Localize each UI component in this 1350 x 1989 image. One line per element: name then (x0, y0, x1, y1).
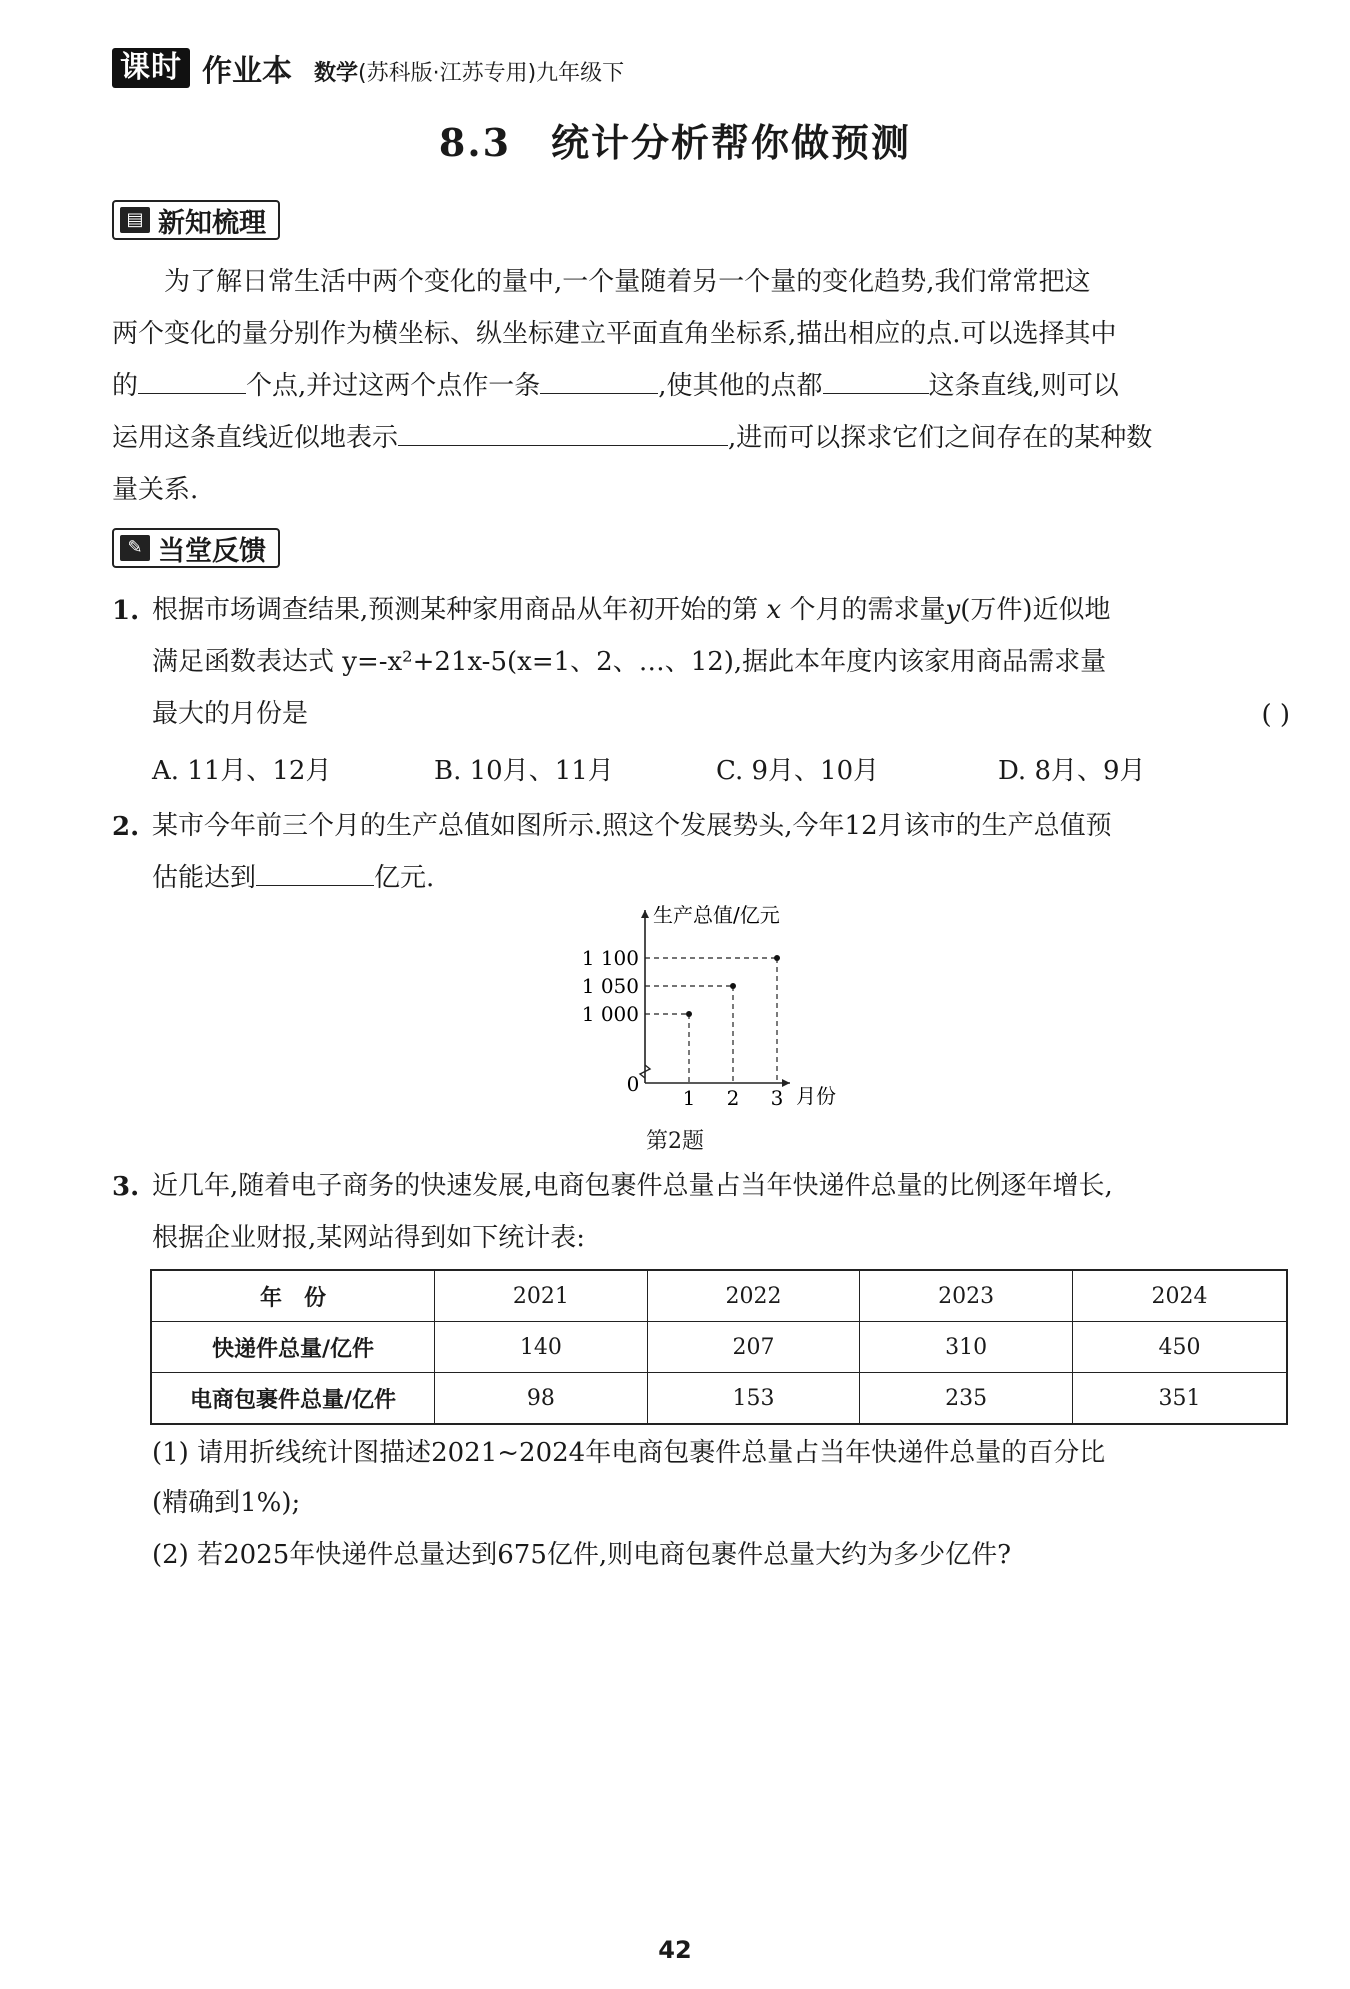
table-header-year: 年 份 (151, 1270, 435, 1322)
question-3-line-1: 近几年,随着电子商务的快速发展,电商包裹件总量占当年快递件总量的比例逐年增长, (152, 1171, 1113, 1201)
variable-x: x (766, 595, 782, 625)
table-cell: 207 (647, 1322, 860, 1373)
text-fragment: 这条直线,则可以 (928, 371, 1119, 401)
table-cell: 140 (435, 1322, 648, 1373)
table-row (151, 1322, 1287, 1373)
fill-blank-5[interactable] (256, 855, 374, 886)
answer-parentheses[interactable]: ( ) (1261, 700, 1290, 730)
table-year: 2024 (1073, 1270, 1287, 1322)
knowledge-line-4 (112, 412, 1287, 464)
table-cell: 310 (860, 1322, 1073, 1373)
y-axis-label: 生产总值/亿元 (653, 903, 780, 927)
question-3-number: 3. (112, 1172, 140, 1202)
page-header (112, 48, 624, 88)
section-number: 8.3 (438, 120, 512, 165)
text-fragment: 运用这条直线近似地表示 (112, 423, 399, 453)
question-1-options (152, 750, 1282, 787)
sub-question-1-line-2: (精确到1%); (152, 1488, 301, 1518)
subject-bold: 数学 (314, 60, 359, 86)
y-tick-label: 1 000 (581, 1002, 639, 1026)
sub-question-1-line-1: (1) 请用折线统计图描述2021~2024年电商包裹件总量占当年快递件总量的百分比 (152, 1438, 1106, 1468)
fill-blank-2[interactable] (540, 363, 658, 394)
brand-name: 作业本 (202, 54, 292, 89)
gdp-chart (570, 898, 870, 1120)
x-axis-label: 月份 (796, 1084, 836, 1108)
subject-edition: (苏科版·江苏专用)九年级下 (358, 60, 625, 86)
text-fragment: ,使其他的点都 (658, 371, 823, 401)
y-tick-label: 1 100 (581, 946, 639, 970)
text-fragment: 个点,并过这两个点作一条 (246, 371, 541, 401)
knowledge-line-3 (112, 360, 1287, 412)
data-point (774, 955, 780, 961)
subject-line (314, 56, 624, 87)
knowledge-line-5: 量关系. (112, 475, 199, 505)
knowledge-line-2: 两个变化的量分别作为横坐标、纵坐标建立平面直角坐标系,描出相应的点.可以选择其中 (112, 319, 1117, 349)
table-year: 2021 (435, 1270, 648, 1322)
x-tick-label: 1 (682, 1086, 696, 1110)
question-2-line-2 (152, 852, 1287, 904)
fill-blank-1[interactable] (138, 363, 246, 394)
question-2-line-1: 某市今年前三个月的生产总值如图所示.照这个发展势头,今年12月该市的生产总值预 (152, 811, 1112, 841)
table-row (151, 1373, 1287, 1425)
origin-label: 0 (626, 1072, 640, 1096)
section-tag-label: 新知梳理 (158, 207, 266, 239)
y-tick-label: 1 050 (581, 974, 639, 998)
table-cell: 450 (1073, 1322, 1287, 1373)
text-fragment: 亿元. (374, 863, 435, 893)
option-c[interactable]: C. 9月、10月 (716, 756, 880, 786)
table-header-row (151, 1270, 1287, 1322)
row-label: 电商包裹件总量/亿件 (151, 1373, 435, 1425)
table-cell: 235 (860, 1373, 1073, 1425)
option-d[interactable]: D. 8月、9月 (998, 756, 1146, 786)
text-fragment: 根据市场调查结果,预测某种家用商品从年初开始的第 (152, 595, 759, 625)
question-1-number: 1. (112, 596, 140, 626)
text-fragment: (万件)近似地 (960, 595, 1111, 625)
table-cell: 351 (1073, 1373, 1287, 1425)
question-3-line-2: 根据企业财报,某网站得到如下统计表: (152, 1223, 586, 1253)
text-fragment: 估能达到 (152, 863, 257, 893)
x-tick-label: 2 (726, 1086, 740, 1110)
book-icon: ▤ (120, 207, 150, 233)
question-2-number: 2. (112, 812, 140, 842)
variable-y: y (945, 595, 961, 625)
y-axis-arrow (641, 910, 649, 918)
pencil-icon: ✎ (120, 535, 150, 561)
text-fragment: 个月的需求量 (789, 595, 946, 625)
sub-question-2: (2) 若2025年快递件总量达到675亿件,则电商包裹件总量大约为多少亿件? (152, 1540, 1012, 1570)
section-tag-label: 当堂反馈 (158, 535, 266, 567)
table-cell: 153 (647, 1373, 860, 1425)
chart-layer (582, 903, 836, 1110)
knowledge-line-1: 为了解日常生活中两个变化的量中,一个量随着另一个量的变化趋势,我们常常把这 (164, 267, 1091, 297)
section-tag-knowledge (112, 200, 280, 240)
option-a[interactable]: A. 11月、12月 (152, 756, 332, 786)
fill-blank-4[interactable] (398, 415, 728, 446)
section-tag-feedback (112, 528, 280, 568)
option-b[interactable]: B. 10月、11月 (434, 756, 614, 786)
section-title: 统计分析帮你做预测 (551, 121, 912, 165)
data-point (730, 983, 736, 989)
stats-table (150, 1269, 1288, 1425)
page-number: 42 (658, 1936, 692, 1964)
question-1-line-2: 满足函数表达式 y=-x²+21x-5(x=1、2、…、12),据此本年度内该家用商品需求量 (152, 647, 1107, 677)
table-year: 2023 (860, 1270, 1073, 1322)
data-point (686, 1011, 692, 1017)
logo: 课时 (112, 48, 190, 88)
table-year: 2022 (647, 1270, 860, 1322)
row-label: 快递件总量/亿件 (151, 1322, 435, 1373)
text-fragment: 的 (112, 371, 139, 401)
question-1-line-1 (152, 584, 1287, 636)
question-1-line-3: 最大的月份是 (152, 699, 309, 729)
fill-blank-3[interactable] (823, 363, 929, 394)
x-tick-label: 3 (770, 1086, 784, 1110)
table-cell: 98 (435, 1373, 648, 1425)
figure-caption: 第2题 (646, 1129, 704, 1154)
text-fragment: ,进而可以探求它们之间存在的某种数 (728, 423, 1153, 453)
page-title (0, 112, 1350, 167)
